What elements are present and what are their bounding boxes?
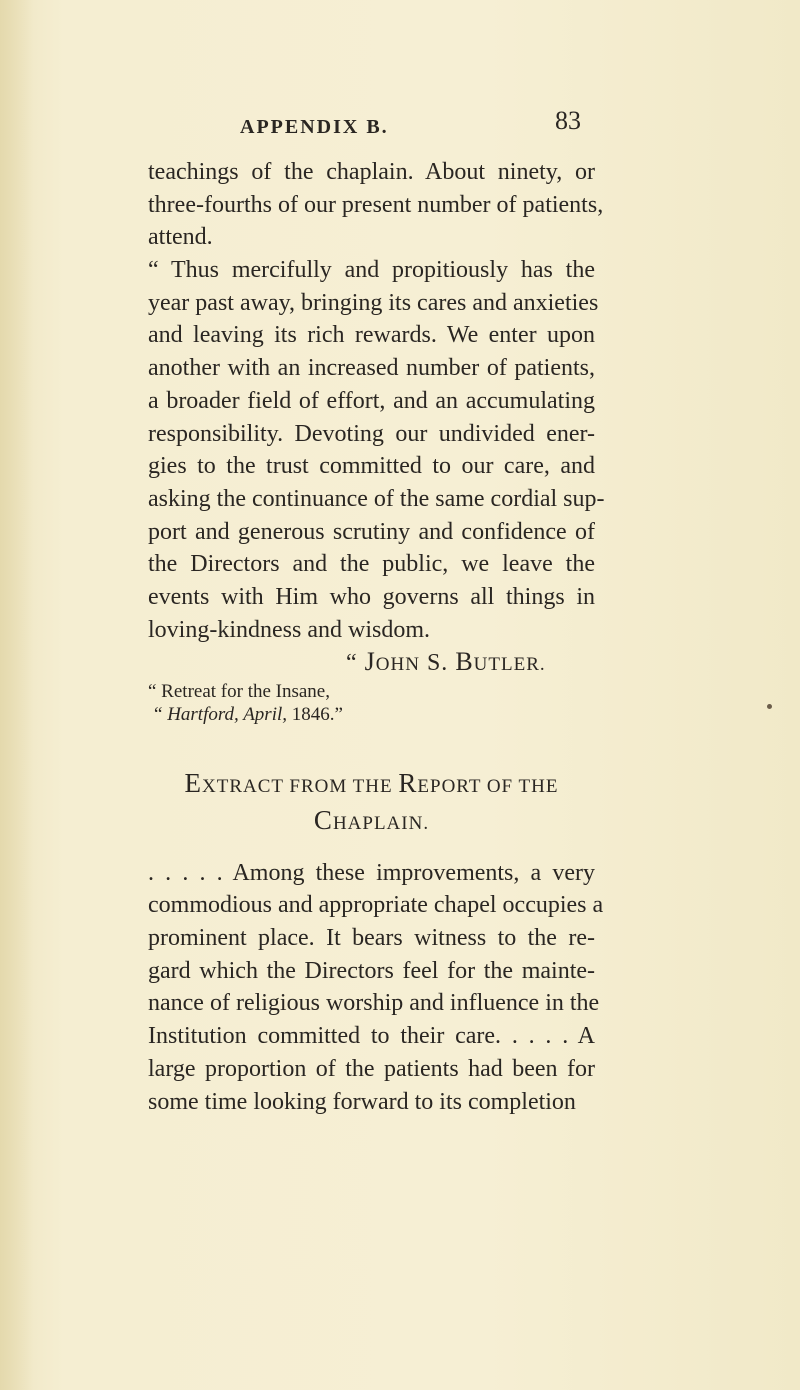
text-line: large proportion of the patients had been for	[148, 1055, 595, 1082]
signature-part: OHN	[375, 654, 420, 676]
signature-initial: J	[364, 647, 376, 677]
heading-part: EPORT OF THE	[417, 776, 559, 798]
text-line: a broader field of effort, and an accumulating	[148, 387, 595, 414]
heading-part: R	[398, 768, 418, 799]
text-line: . . . . . Among these improvements, a very	[148, 859, 595, 886]
text-line: three-fourths of our present number of patients,	[148, 191, 604, 218]
text-line: some time looking forward to its completion	[148, 1088, 576, 1115]
signature-quote: “	[346, 650, 365, 677]
section-spacing	[148, 726, 595, 767]
dateline-year: 1846.”	[287, 704, 343, 726]
page-body	[148, 156, 605, 1118]
signature-initial: B	[455, 647, 474, 677]
heading-part: XTRACT FROM THE	[202, 776, 399, 798]
ink-speck	[767, 704, 772, 709]
text-line: responsibility. Devoting our undivided ener-	[148, 420, 595, 447]
text-line: loving-kindness and wisdom.	[148, 616, 430, 643]
section-heading-line2	[148, 804, 595, 841]
text-line: gard which the Directors feel for the mainte-	[148, 957, 595, 984]
heading-part: HAPLAIN.	[332, 813, 430, 835]
running-title: APPENDIX B.	[240, 116, 389, 138]
dateline-italic: Hartford, April,	[167, 704, 288, 726]
text-line: and leaving its rich rewards. We enter upon	[148, 322, 595, 349]
dateline-date	[148, 703, 595, 726]
heading-part: C	[313, 805, 333, 836]
text-line: asking the continuance of the same cordial sup-	[148, 485, 605, 512]
text-line: events with Him who governs all things in	[148, 583, 595, 610]
text-line: “ Thus mercifully and propitiously has the	[148, 257, 595, 284]
text-line: teachings of the chaplain. About ninety, or	[148, 159, 595, 185]
page-number: 83	[555, 106, 581, 135]
text-line: another with an increased number of patients,	[148, 355, 595, 382]
text-line: commodious and appropriate chapel occupies a	[148, 892, 604, 919]
text-line: gies to the trust committed to our care, and	[148, 453, 595, 480]
signature-middle: S.	[419, 650, 456, 677]
text-line: attend.	[148, 224, 213, 251]
heading-part: E	[184, 768, 203, 799]
text-line: year past away, bringing its cares and anxieties	[148, 289, 599, 316]
text-line: port and generous scrutiny and confidence of	[148, 518, 595, 545]
section-spacing	[148, 841, 595, 857]
text-line: nance of religious worship and influence in the	[148, 990, 600, 1017]
dateline-quote: “	[154, 704, 168, 726]
signature	[148, 646, 595, 680]
page-gutter-shadow	[0, 0, 34, 1390]
text-line: prominent place. It bears witness to the re-	[148, 925, 595, 952]
page-header	[240, 104, 600, 144]
dateline-place: “ Retreat for the Insane,	[148, 681, 330, 703]
text-line: the Directors and the public, we leave the	[148, 551, 595, 578]
text-line: Institution committed to their care. . . . . A	[148, 1023, 595, 1050]
signature-part: UTLER.	[473, 654, 546, 676]
section-heading-line1	[148, 767, 595, 804]
